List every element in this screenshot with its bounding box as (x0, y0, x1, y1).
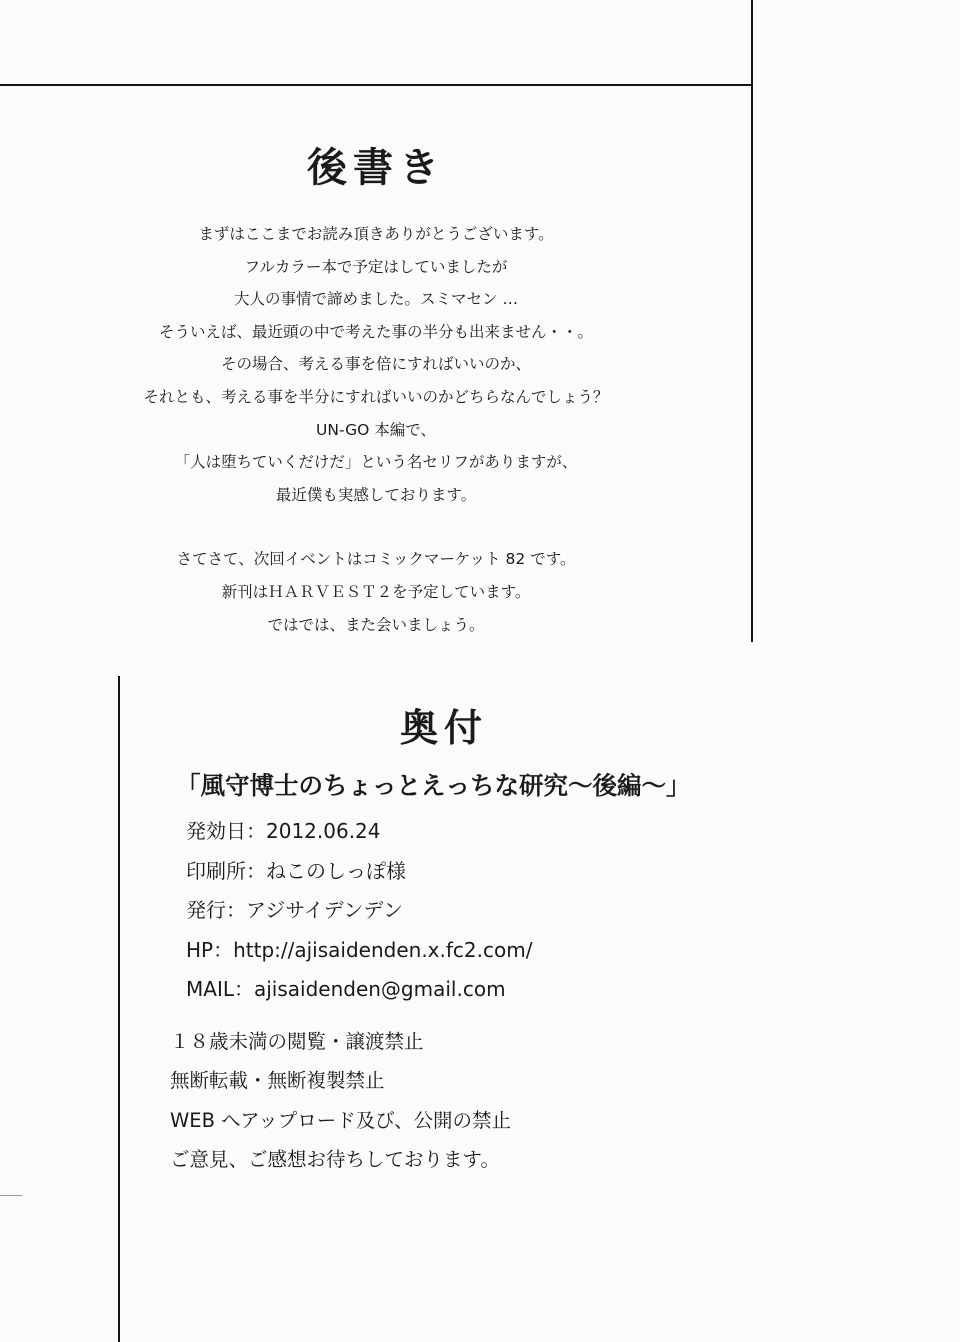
colophon-title: 奥付 (400, 706, 489, 750)
notice-item: １８歳未満の閲覧・譲渡禁止 (170, 1029, 424, 1053)
afterword-line: 「人は堕ちていくだけだ」という名セリフがありますが、 (174, 453, 578, 472)
afterword-line: その場合、考える事を倍にすればいいのか、 (220, 355, 531, 374)
notice-item: 無断転載・無断複製禁止 (170, 1069, 385, 1092)
contact-email: MAIL：ajisaidenden@gmail.com (186, 977, 506, 1001)
afterword-line: UN-GO 本編で、 (316, 420, 436, 439)
colophon-section (170, 700, 926, 1180)
notice-list (170, 1022, 926, 1180)
afterword-line: まずはここまでお読み頂きありがとうございます。 (198, 225, 554, 243)
afterword-line: 新刊はＨＡＲＶＥＳＴ２を予定しています。 (221, 582, 531, 601)
book-title: 「風守博士のちょっとえっちな研究～後編～」 (176, 771, 691, 800)
notice-item: ご意見、ご感想お待ちしております。 (170, 1148, 500, 1171)
afterword-line: さてさて、次回イベントはコミックマーケット 82 です。 (176, 550, 576, 569)
notice-item: WEB へアップロード及び、公開の禁止 (170, 1108, 511, 1132)
homepage-url: HP：http://ajisaidenden.x.fc2.com/ (186, 937, 533, 962)
afterword-line: ではでは、また会いましょう。 (267, 615, 485, 634)
afterword-line: それとも、考える事を半分にすればいいのかどちらなんでしょう？ (143, 387, 609, 406)
afterword-line: 大人の事情で諦めました。スミマセン … (234, 290, 518, 309)
top-horizontal-rule (0, 84, 752, 86)
afterword-line: そういえば、最近頭の中で考えた事の半分も出来ません・・。 (158, 322, 593, 341)
afterword-section (0, 140, 752, 641)
afterword-line: 最近僕も実感しております。 (275, 485, 477, 504)
afterword-line: フルカラー本で予定はしていましたが (244, 257, 508, 276)
scan-mark (0, 1195, 22, 1196)
bottom-vertical-rule (118, 676, 120, 1342)
printer: 印刷所：ねこのしっぽ様 (186, 858, 406, 883)
afterword-title: 後書き (307, 145, 445, 191)
publisher: 発行：アジサイデンデン (186, 898, 403, 922)
paragraph-gap (0, 511, 752, 543)
publication-date: 発効日：2012.06.24 (186, 819, 381, 843)
